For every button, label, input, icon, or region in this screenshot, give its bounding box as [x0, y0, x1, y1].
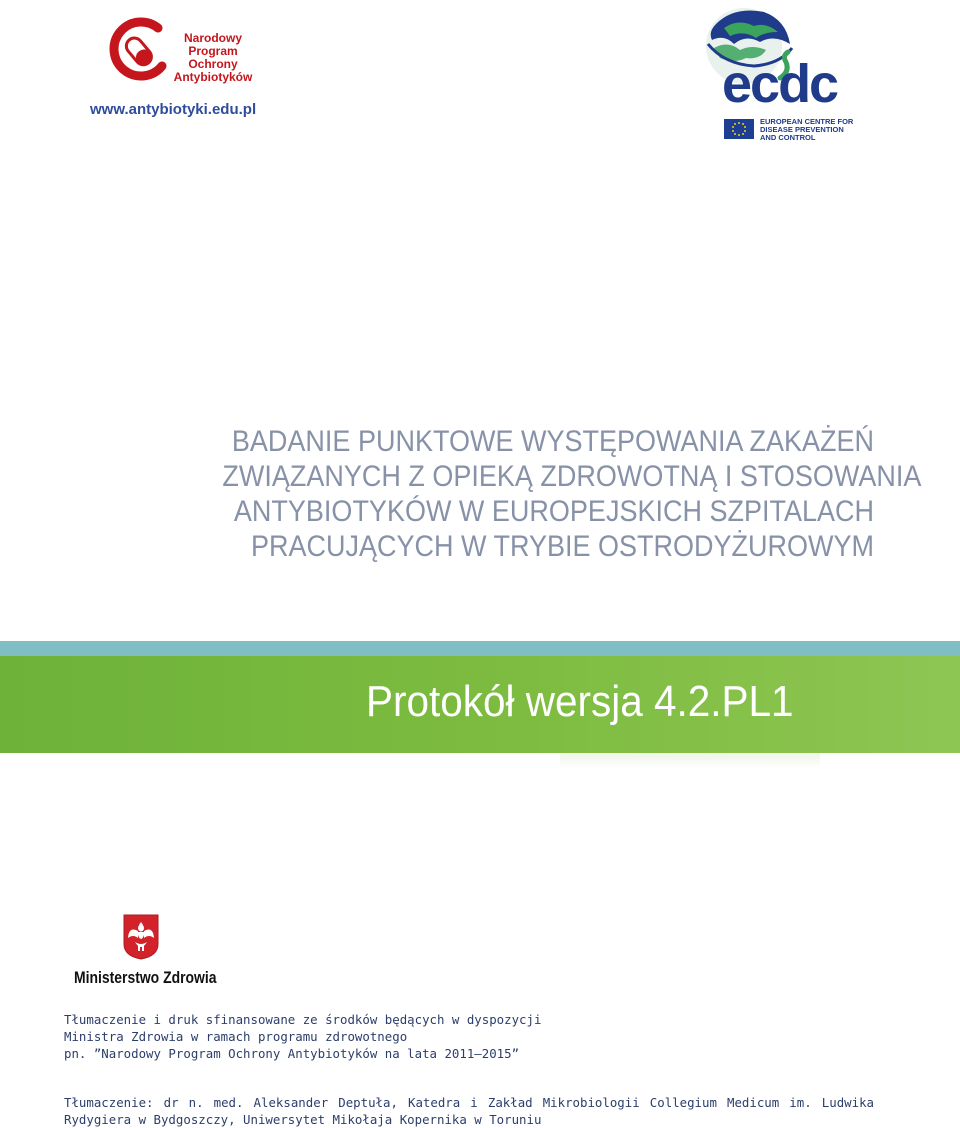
translation-credit	[64, 1094, 874, 1128]
band-top-stripe	[0, 641, 960, 656]
ministry-logo	[70, 912, 220, 992]
ecdc-subtitle-line: DISEASE PREVENTION	[760, 125, 844, 134]
npoa-website-link[interactable]: www.antybiotyki.edu.pl	[90, 101, 257, 118]
funding-line: Tłumaczenie i druk sfinansowane ze środków będących w dyspozycji	[64, 1012, 542, 1027]
title-line: BADANIE PUNKTOWE WYSTĘPOWANIA ZAKAŻEŃ	[231, 425, 875, 458]
ecdc-subtitle-line: AND CONTROL	[760, 133, 816, 142]
funding-line: Ministra Zdrowia w ramach programu zdrowotnego	[64, 1029, 408, 1044]
ecdc-wordmark: ecdc	[722, 54, 838, 114]
polish-eagle-icon	[123, 914, 159, 960]
band-reflection	[560, 753, 820, 769]
funding-note	[64, 1011, 624, 1062]
protocol-version: Protokół wersja 4.2.PL1	[366, 677, 794, 726]
title-line: PRACUJĄCYCH W TRYBIE OSTRODYŻUROWYM	[250, 530, 874, 563]
npoa-logo	[98, 12, 258, 90]
document-title	[222, 424, 922, 564]
ecdc-logo	[690, 2, 860, 152]
npoa-logo-line: Program	[188, 44, 238, 58]
translation-line: Tłumaczenie: dr n. med. Aleksander Deptuła, Katedra i Zakład Mikrobiologii Collegium Medicum im. Ludwika	[64, 1095, 874, 1110]
translation-line: Rydygiera w Bydgoszczy, Uniwersytet Mikołaja Kopernika w Toruniu	[64, 1112, 542, 1127]
ecdc-subtitle-line: EUROPEAN CENTRE FOR	[760, 117, 854, 126]
npoa-logo-line: Antybiotyków	[173, 70, 253, 84]
npoa-logo-text	[158, 32, 268, 84]
title-line: ZWIĄZANYCH Z OPIEKĄ ZDROWOTNĄ I STOSOWANIA	[222, 460, 922, 493]
ministry-name: Ministerstwo Zdrowia	[74, 968, 217, 987]
ecdc-subtitle	[760, 118, 860, 142]
npoa-logo-line: Narodowy	[183, 31, 242, 45]
npoa-logo-line: Ochrony	[188, 57, 238, 71]
title-line: ANTYBIOTYKÓW W EUROPEJSKICH SZPITALACH	[233, 495, 874, 528]
eu-flag-icon	[724, 119, 754, 139]
funding-line: pn. ”Narodowy Program Ochrony Antybiotyków na lata 2011–2015”	[64, 1046, 520, 1061]
